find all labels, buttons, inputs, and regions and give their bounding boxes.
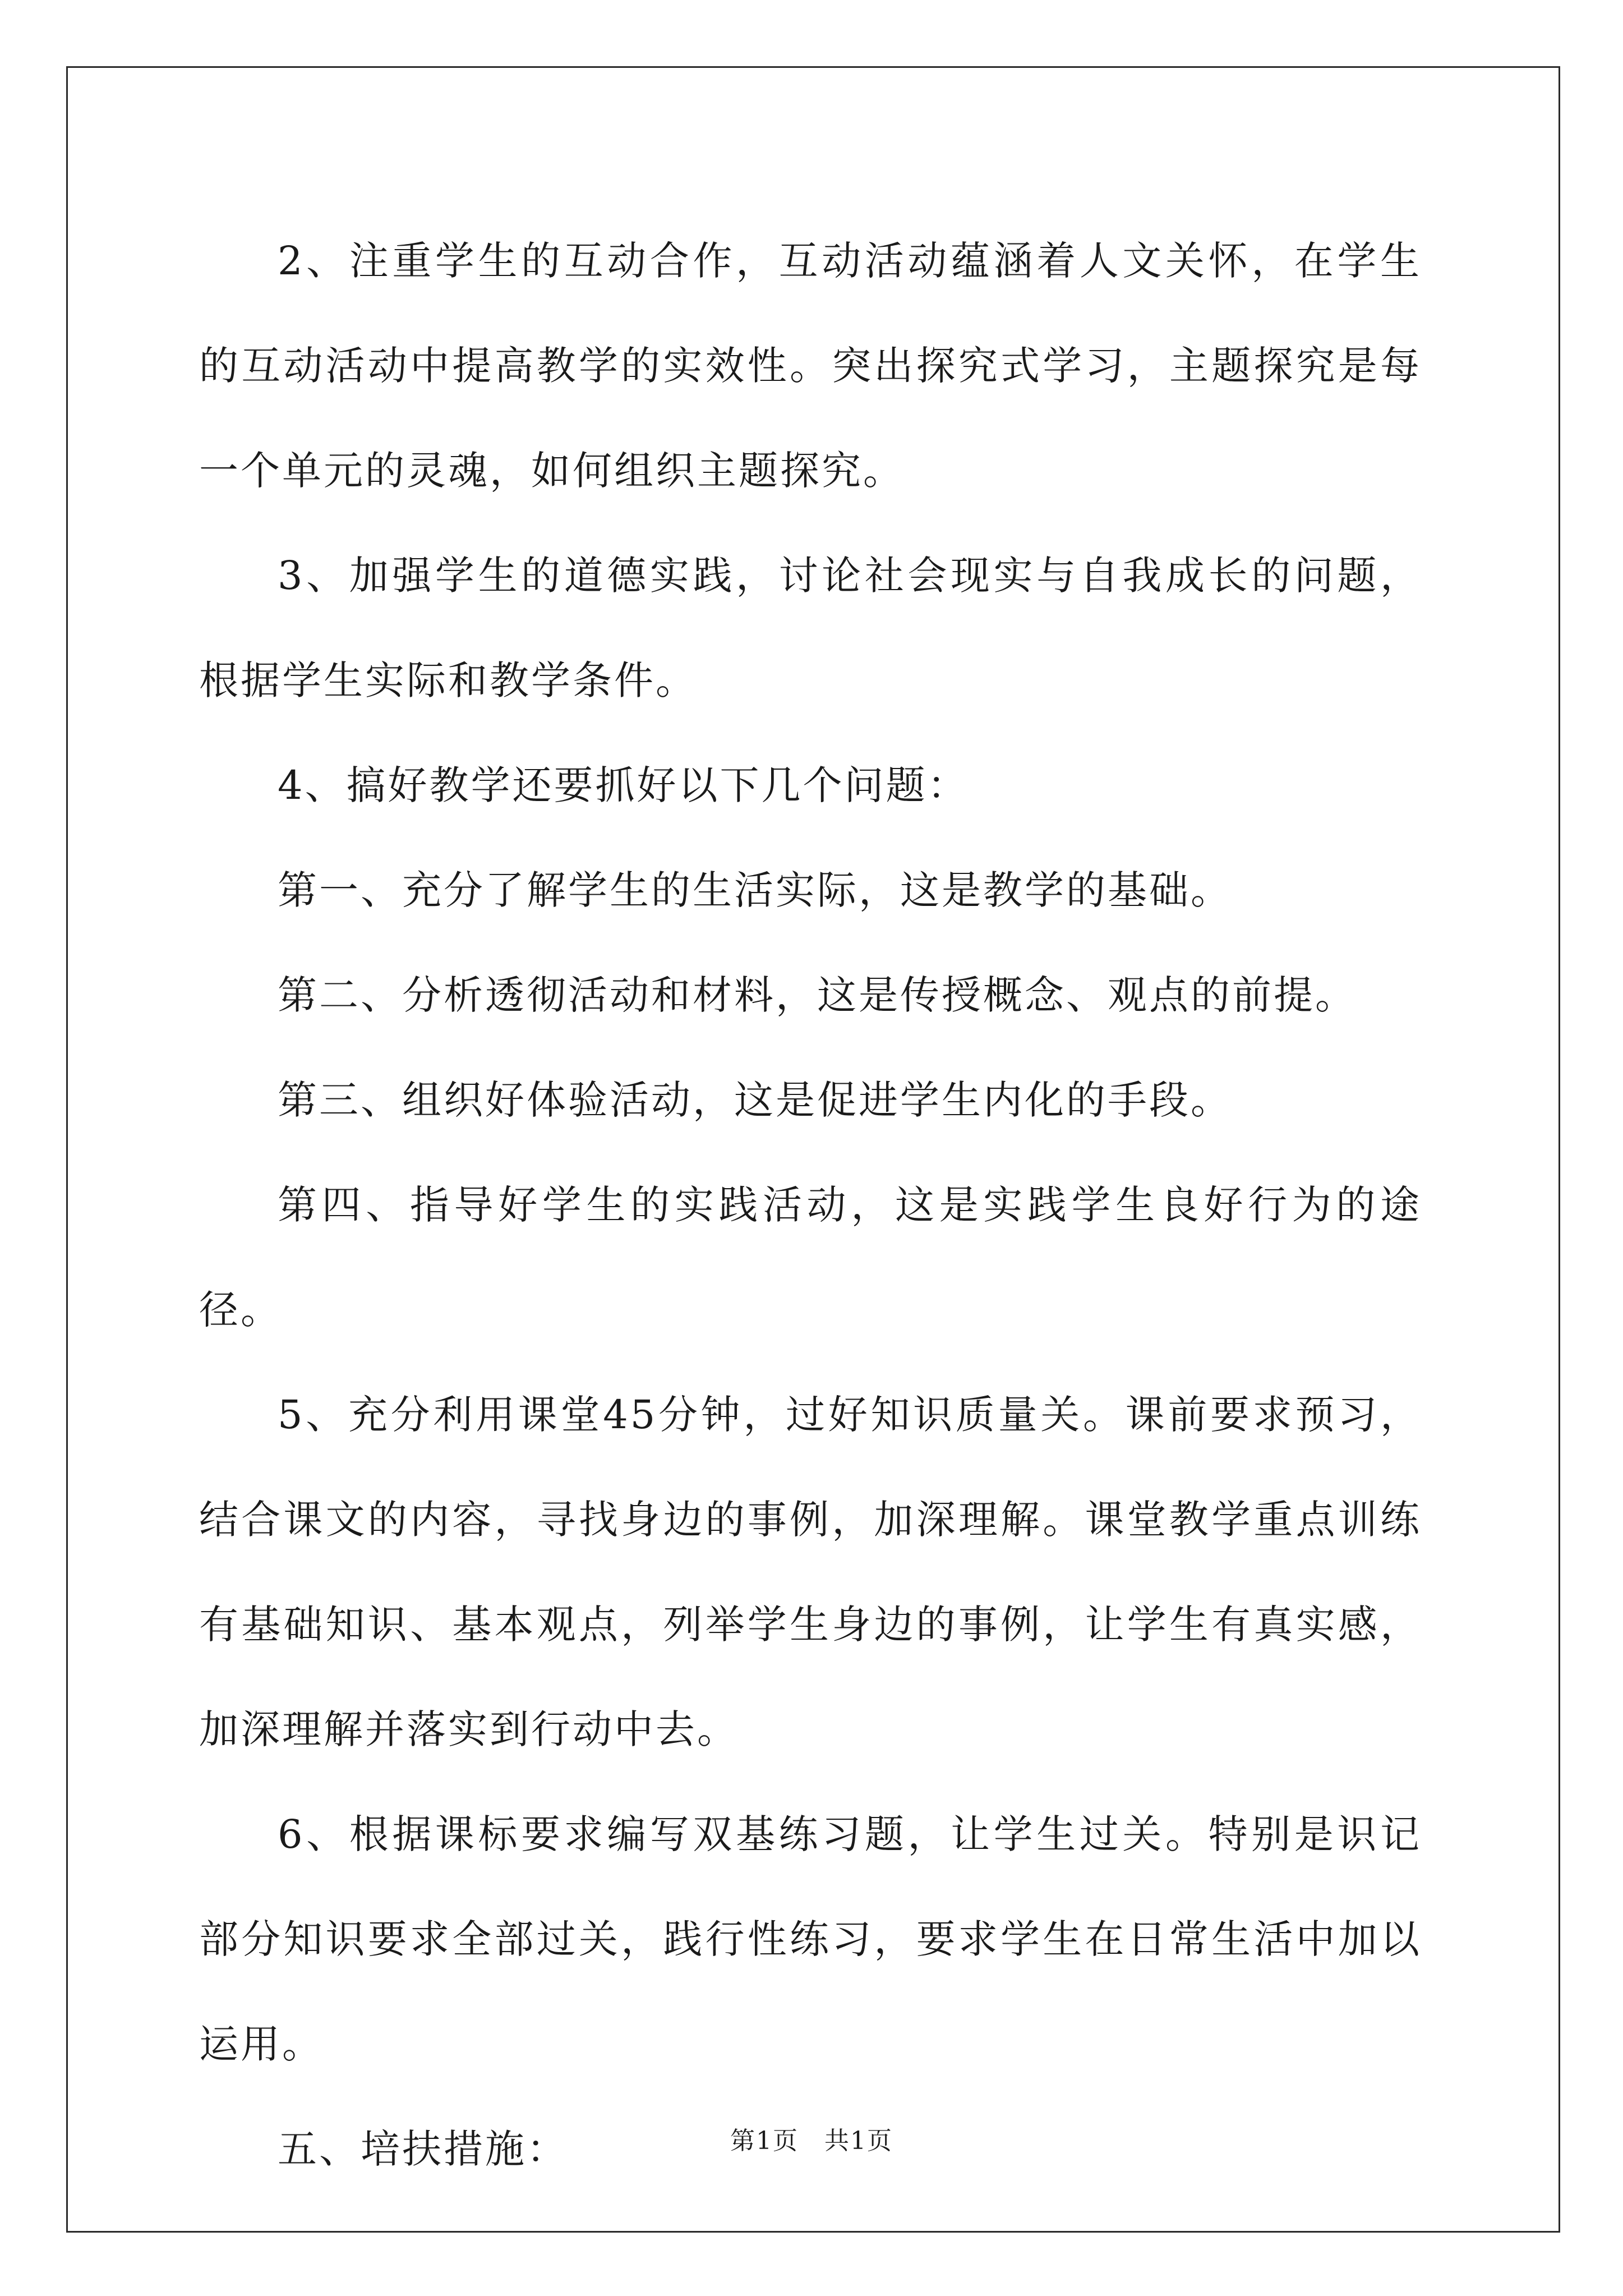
paragraph-fourth: 第四、指导好学生的实践活动，这是实践学生良好行为的途径。 <box>199 1182 1422 1333</box>
paragraph-third: 第三、组织好体验活动，这是促进学生内化的手段。 <box>278 1077 1232 1123</box>
page-footer: 第1页 共1页 <box>730 2127 893 2155</box>
paragraph-6: 6、根据课标要求编写双基练习题，让学生过关。特别是识记部分知识要求全部过关，践行性练习，要求学生在日常生活中加以运用。 <box>199 1811 1422 2067</box>
paragraph-second: 第二、分析透彻活动和材料，这是传授概念、观点的前提。 <box>278 972 1357 1018</box>
paragraph-4: 4、搞好教学还要抓好以下几个问题： <box>278 762 969 808</box>
document-body <box>199 209 1422 2202</box>
paragraph-5: 5、充分利用课堂45分钟，过好知识质量关。课前要求预习，结合课文的内容，寻找身边的事例，加深理解。课堂教学重点训练有基础知识、基本观点，列举学生身边的事例，让学生有真实感，加深理解并落实到行动中去。 <box>199 1392 1422 1752</box>
paragraph-first: 第一、充分了解学生的生活实际，这是教学的基础。 <box>278 867 1232 913</box>
paragraph-2: 2、注重学生的互动合作，互动活动蕴涵着人文关怀，在学生的互动活动中提高教学的实效性。突出探究式学习，主题探究是每一个单元的灵魂，如何组织主题探究。 <box>199 238 1422 494</box>
paragraph-3: 3、加强学生的道德实践，讨论社会现实与自我成长的问题，根据学生实际和教学条件。 <box>199 553 1422 703</box>
section-heading-measures: 五、培扶措施： <box>278 2126 568 2172</box>
